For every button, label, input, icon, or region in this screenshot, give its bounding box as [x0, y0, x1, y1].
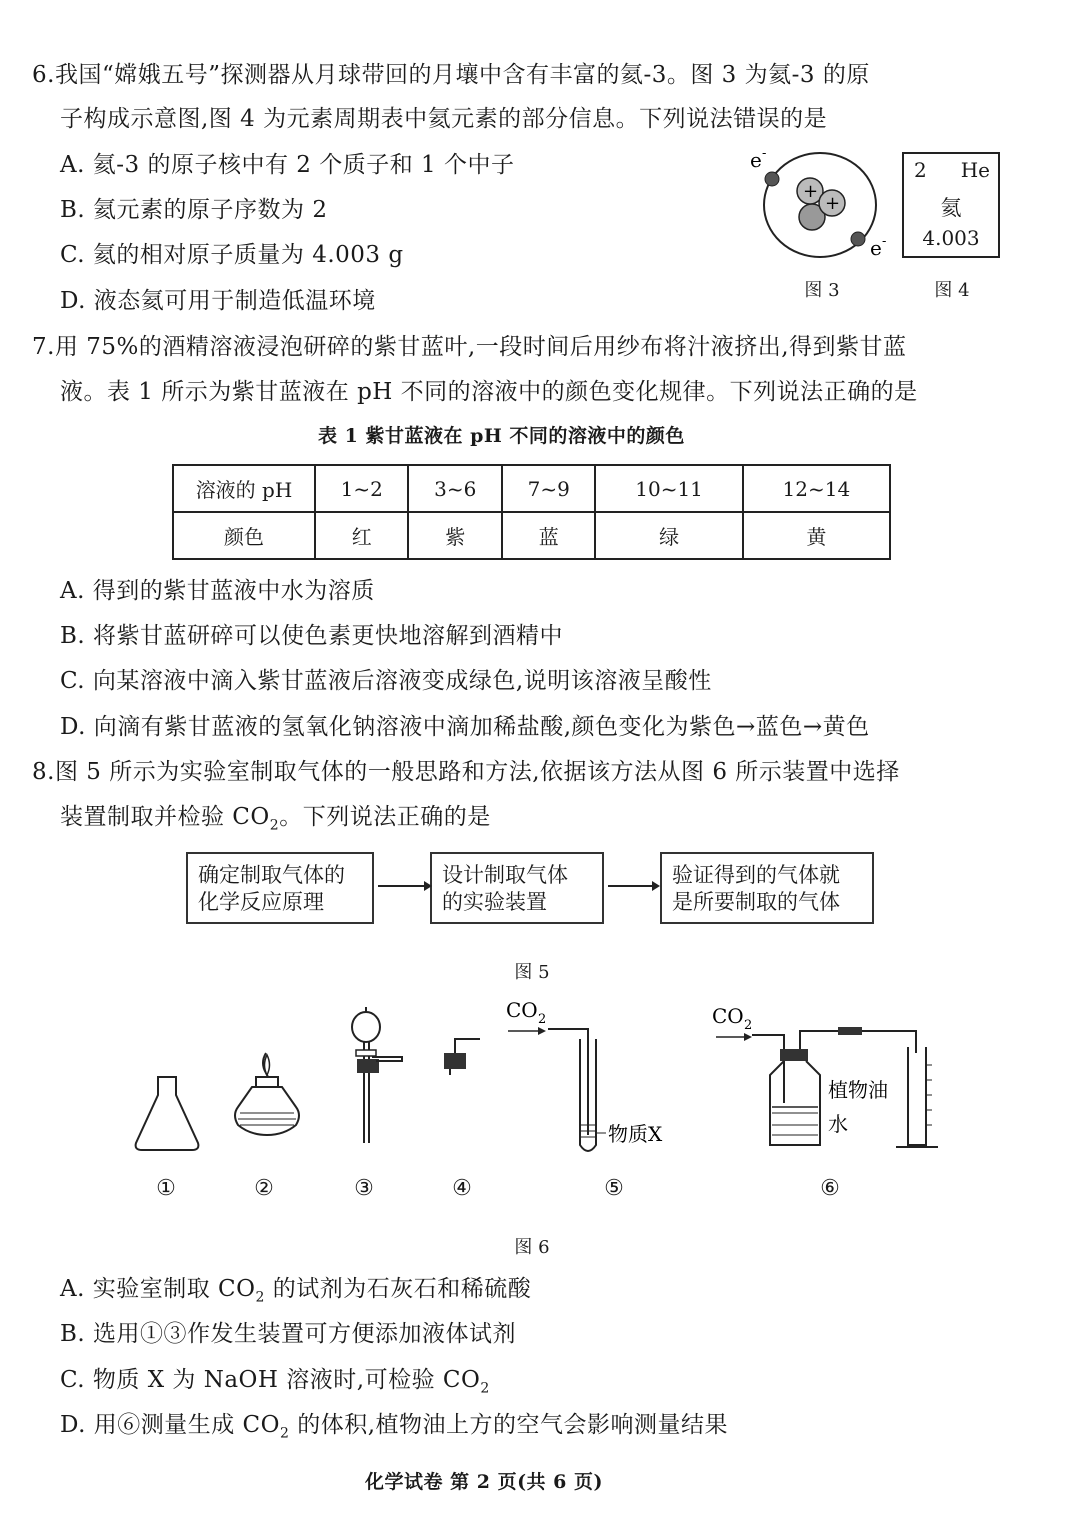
- q7-option-c: C. 向某溶液中滴入紫甘蓝液后溶液变成绿色,说明该溶液呈酸性: [60, 668, 712, 694]
- table-cell: 蓝: [502, 512, 595, 559]
- q7-stem-line1: 7.用 75%的酒精溶液浸泡研碎的紫甘蓝叶,一段时间后用纱布将汁液挤出,得到紫甘蓝: [32, 334, 907, 360]
- q6-stem-line2: 子构成示意图,图 4 为元素周期表中氦元素的部分信息。下列说法错误的是: [60, 106, 828, 132]
- flow-step-3: 验证得到的气体就 是所要制取的气体: [660, 852, 874, 924]
- electron-label: e: [750, 148, 762, 172]
- alcohol-lamp: [235, 1053, 299, 1135]
- table-cell: 10~11: [595, 465, 742, 512]
- arrow-right-icon: [652, 881, 660, 891]
- q7-option-a: A. 得到的紫甘蓝液中水为溶质: [60, 578, 375, 604]
- q6-stem-line1: 6.我国“嫦娥五号”探测器从月球带回的月壤中含有丰富的氦-3。图 3 为氦-3 的原: [32, 62, 870, 88]
- electron-label: e: [870, 236, 882, 260]
- table-cell: 12~14: [743, 465, 890, 512]
- q7-option-b: B. 将紫甘蓝研碎可以使色素更快地溶解到酒精中: [60, 623, 564, 649]
- table-cell: 红: [315, 512, 408, 559]
- svg-text:2: 2: [538, 1012, 547, 1027]
- q8-option-c: C. 物质 X 为 NaOH 溶液时,可检验 $CO_2$: [60, 1367, 490, 1397]
- apparatus-number-3: ③: [354, 1176, 374, 1201]
- separatory-funnel: [352, 1007, 402, 1143]
- table-row: [173, 512, 890, 559]
- proton-plus-sign: +: [803, 181, 819, 202]
- table-cell: 紫: [408, 512, 501, 559]
- apparatus-number-1: ①: [156, 1176, 176, 1201]
- q6-option-c: C. 氦的相对原子质量为 4.003 g: [60, 242, 404, 268]
- helium-atom-diagram: [740, 145, 900, 270]
- table-cell: 7~9: [502, 465, 595, 512]
- vegetable-oil-label: 植物油: [828, 1078, 888, 1102]
- co2-label: CO: [712, 1004, 744, 1028]
- q8-option-b: B. 选用①③作发生装置可方便添加液体试剂: [60, 1321, 517, 1347]
- test-tube: [506, 998, 663, 1151]
- flow-arrows: [374, 876, 674, 896]
- gas-collection-apparatus: [712, 1004, 938, 1147]
- periodic-tile-helium: [902, 152, 1000, 258]
- q8-option-a: A. 实验室制取 $CO_2$ 的试剂为石灰石和稀硫酸: [60, 1276, 532, 1306]
- atomic-mass: 4.003: [922, 226, 980, 250]
- table-header-row: [173, 465, 890, 512]
- apparatus-number-6: ⑥: [820, 1176, 840, 1201]
- svg-text:2: 2: [744, 1018, 753, 1033]
- svg-text:-: -: [882, 234, 887, 249]
- water-label: 水: [828, 1112, 848, 1136]
- q6-option-d: D. 液态氦可用于制造低温环境: [60, 288, 376, 314]
- q6-option-a: A. 氦-3 的原子核中有 2 个质子和 1 个中子: [60, 152, 515, 178]
- apparatus-number-2: ②: [254, 1176, 274, 1201]
- q7-option-d: D. 向滴有紫甘蓝液的氢氧化钠溶液中滴加稀盐酸,颜色变化为紫色→蓝色→黄色: [60, 714, 870, 740]
- table1-title: 表 1 紫甘蓝液在 pH 不同的溶液中的颜色: [318, 425, 685, 447]
- ph-color-table: [172, 464, 891, 560]
- substance-x-label: 物质X: [608, 1122, 663, 1146]
- q7-stem-line2: 液。表 1 所示为紫甘蓝液在 pH 不同的溶液中的颜色变化规律。下列说法正确的是: [60, 379, 918, 405]
- arrow-right-icon: [538, 1027, 546, 1035]
- table-cell: 颜色: [173, 512, 315, 559]
- proton-plus-sign: +: [825, 193, 841, 214]
- table-cell: 3~6: [408, 465, 501, 512]
- flow-step-2: 设计制取气体 的实验装置: [430, 852, 604, 924]
- q8-stem-line1: 8.图 5 所示为实验室制取气体的一般思路和方法,依据该方法从图 6 所示装置中选择: [32, 759, 900, 785]
- atomic-number: 2: [914, 158, 927, 182]
- apparatus-figure: [120, 995, 940, 1170]
- svg-text:-: -: [762, 146, 767, 161]
- table-cell: 绿: [595, 512, 742, 559]
- conical-flask: [136, 1077, 199, 1150]
- arrow-right-icon: [744, 1033, 752, 1041]
- fig4-caption: 图 4: [934, 280, 970, 301]
- table-cell: 1~2: [315, 465, 408, 512]
- co2-label: CO: [506, 998, 538, 1022]
- apparatus-number-4: ④: [452, 1176, 472, 1201]
- apparatus-number-5: ⑤: [604, 1176, 624, 1201]
- fig3-caption: 图 3: [804, 280, 840, 301]
- q8-option-d: D. 用⑥测量生成 $CO_2$ 的体积,植物油上方的空气会影响测量结果: [60, 1412, 729, 1442]
- element-name: 氦: [940, 196, 962, 220]
- q6-option-b: B. 氦元素的原子序数为 2: [60, 197, 328, 223]
- q8-stem-line2: 装置制取并检验 $CO_2$。下列说法正确的是: [60, 804, 491, 834]
- flow-step-1: 确定制取气体的 化学反应原理: [186, 852, 374, 924]
- fig5-caption: 图 5: [514, 962, 550, 983]
- table-cell: 溶液的 pH: [173, 465, 315, 512]
- fig6-caption: 图 6: [514, 1237, 550, 1258]
- table-cell: 黄: [743, 512, 890, 559]
- page-footer: 化学试卷 第 2 页(共 6 页): [365, 1471, 603, 1493]
- arrow-right-icon: [424, 881, 432, 891]
- rubber-stopper-tube: [444, 1039, 480, 1075]
- element-symbol: He: [960, 158, 990, 182]
